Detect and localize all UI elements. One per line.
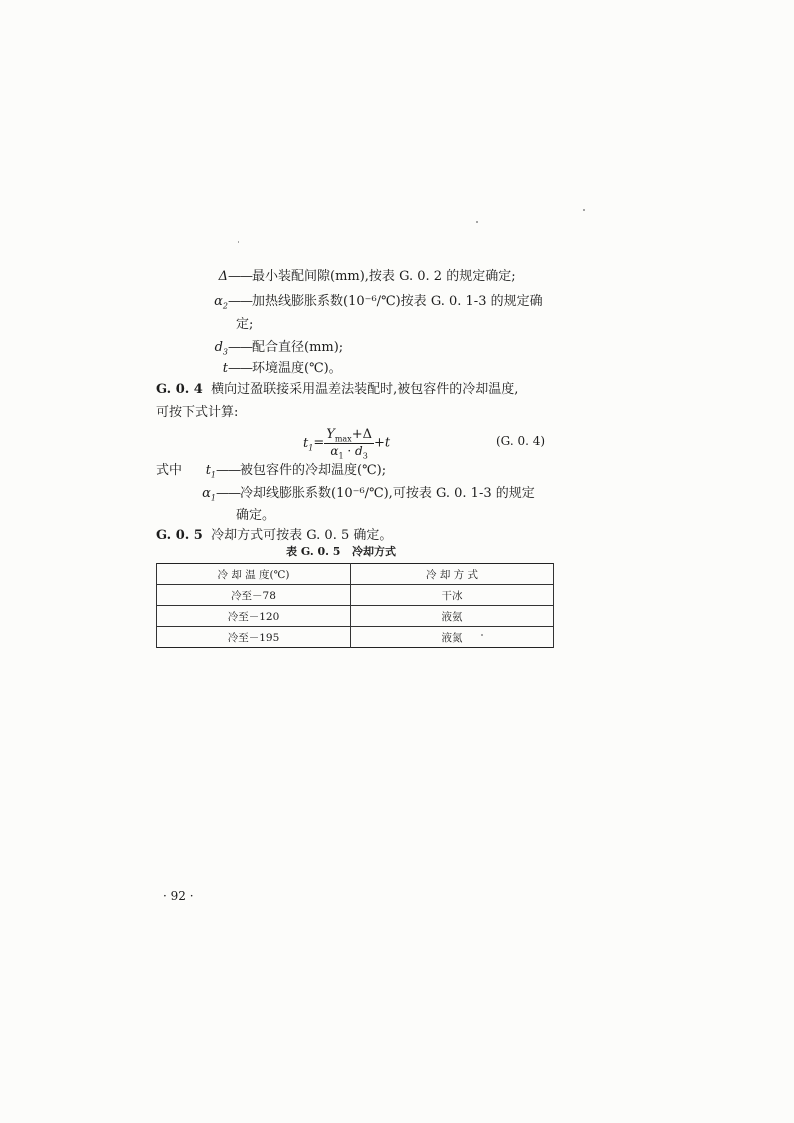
clause-g04-continuation: 可按下式计算: <box>156 405 239 420</box>
definition-text: 环境温度(℃)。 <box>252 361 342 376</box>
table-cell: 冷至－195 <box>157 627 351 648</box>
table-cell: 干冰 <box>351 585 554 606</box>
formula-equals: = <box>313 435 325 451</box>
clause-g04 <box>156 382 518 398</box>
definition-symbol: $\alpha_2$ <box>214 294 228 311</box>
formula-fraction <box>324 427 374 459</box>
formula-lhs: $t_1$ <box>303 435 314 453</box>
table-caption: 表 G. 0. 5 冷却方式 <box>286 545 396 558</box>
table-cell: 液氮 <box>351 627 554 648</box>
definition-alpha2: $\alpha_2——$加热线膨胀系数(10⁻⁶/℃)按表 G. 0. 1-3 的规定确 <box>190 294 543 310</box>
where-t1: 式中 $t_1——$被包容件的冷却温度(℃); <box>156 463 387 480</box>
definition-symbol: Δ <box>218 269 228 284</box>
cooling-method-table <box>156 563 554 648</box>
table-cell: 冷至－78 <box>157 585 351 606</box>
formula-denominator: $\alpha_1 \cdot d_3$ <box>330 444 368 461</box>
scan-speck <box>583 209 585 211</box>
definition-delta: Δ——最小装配间隙(mm),按表 G. 0. 2 的规定确定; <box>190 269 516 285</box>
definition-text: 最小装配间隙(mm),按表 G. 0. 2 的规定确定; <box>252 269 516 284</box>
clause-number: G. 0. 5 <box>156 528 203 543</box>
definition-text: 加热线膨胀系数(10⁻⁶/℃)按表 G. 0. 1-3 的规定确 <box>252 294 543 309</box>
table-row <box>157 606 554 627</box>
formula-number: (G. 0. 4) <box>496 434 546 448</box>
table-row <box>157 627 554 648</box>
definition-symbol: t <box>222 361 228 376</box>
where-symbol: $t_1$ <box>205 463 217 480</box>
definition-d3: $d_3——$配合直径(mm); <box>190 340 343 356</box>
where-text: 冷却线膨胀系数(10⁻⁶/℃),可按表 G. 0. 1-3 的规定 <box>240 486 535 501</box>
table-header-cell: 冷 却 温 度(℃) <box>157 564 351 585</box>
where-symbol: $\alpha_1$ <box>202 486 216 503</box>
clause-g05 <box>156 528 392 544</box>
scan-speck <box>238 241 239 243</box>
formula-numerator: $Y_{max}+\Delta$ <box>326 427 372 444</box>
clause-number: G. 0. 4 <box>156 382 203 397</box>
scan-speck <box>476 221 478 223</box>
table-cell: 液氨 <box>351 606 554 627</box>
definition-alpha2-continuation: 定; <box>236 317 254 332</box>
formula-g04 <box>303 427 390 459</box>
table-header-row <box>157 564 554 585</box>
formula-tail: +t <box>373 435 391 451</box>
definition-symbol: $d_3$ <box>214 340 228 357</box>
where-text: 被包容件的冷却温度(℃); <box>240 463 387 478</box>
definition-t: t——环境温度(℃)。 <box>190 361 342 377</box>
where-alpha1-continuation: 确定。 <box>236 508 276 523</box>
clause-text: 横向过盈联接采用温差法装配时,被包容件的冷却温度, <box>211 382 519 397</box>
table-header-cell: 冷 却 方 式 <box>351 564 554 585</box>
where-label: 式中 <box>156 463 183 478</box>
definition-text: 配合直径(mm); <box>252 340 344 355</box>
table-cell: 冷至－120 <box>157 606 351 627</box>
table-row <box>157 585 554 606</box>
where-alpha1: $\alpha_1——$冷却线膨胀系数(10⁻⁶/℃),可按表 G. 0. 1-3 的规定 <box>156 486 535 502</box>
page-number: · 92 · <box>163 889 194 903</box>
clause-text: 冷却方式可按表 G. 0. 5 确定。 <box>211 528 393 543</box>
